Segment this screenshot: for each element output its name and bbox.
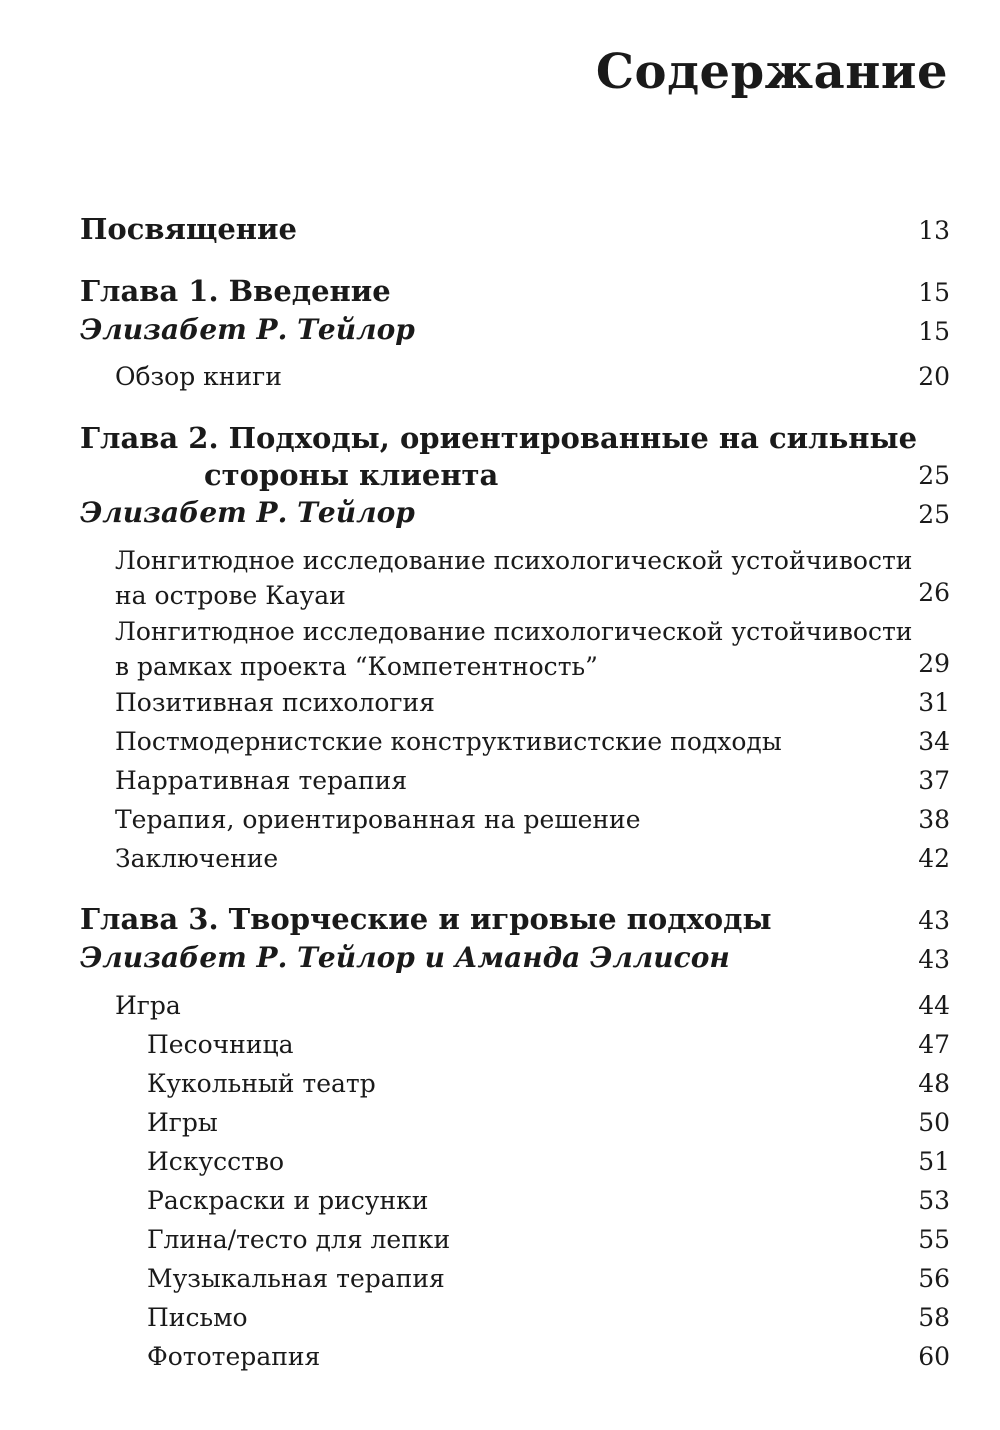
toc-entry-title: Игра bbox=[115, 991, 181, 1020]
toc-page-number: 15 bbox=[918, 278, 950, 307]
toc-page-number: 56 bbox=[918, 1264, 950, 1293]
toc-entry-title: Фототерапия bbox=[147, 1342, 321, 1371]
toc-entry-title: Посвящение bbox=[80, 212, 297, 246]
toc-entry-title: Глава 1. Введение bbox=[80, 274, 391, 308]
toc-page-number: 44 bbox=[918, 991, 950, 1020]
toc-page-number: 51 bbox=[918, 1147, 950, 1176]
toc-page-number: 47 bbox=[918, 1030, 950, 1059]
toc-page-number: 43 bbox=[918, 945, 950, 974]
toc-page-number: 29 bbox=[918, 649, 950, 678]
toc-page-number: 58 bbox=[918, 1303, 950, 1332]
toc-page-number: 15 bbox=[918, 317, 950, 346]
page-title: Содержание bbox=[595, 44, 948, 100]
toc-entry-title: Элизабет Р. Тейлор bbox=[80, 496, 415, 529]
toc-page-number: 34 bbox=[918, 727, 950, 756]
toc-entry-title bbox=[115, 543, 912, 613]
toc-entry-title: Искусство bbox=[147, 1147, 285, 1176]
toc-page-number: 48 bbox=[918, 1069, 950, 1098]
toc-page-number: 53 bbox=[918, 1186, 950, 1215]
toc-entry-title: Глина/тесто для лепки bbox=[147, 1225, 451, 1254]
toc-entry-title: Обзор книги bbox=[115, 362, 282, 391]
toc-entry-title-line-1: Лонгитюдное исследование психологической устойчивости bbox=[115, 617, 913, 646]
toc-entry-title: Письмо bbox=[147, 1303, 248, 1332]
toc-page-number: 31 bbox=[918, 688, 950, 717]
toc-page-number: 60 bbox=[918, 1342, 950, 1371]
toc-page-number: 42 bbox=[918, 844, 950, 873]
toc-page-number: 55 bbox=[918, 1225, 950, 1254]
toc-entry-title-line-1: Лонгитюдное исследование психологической устойчивости bbox=[115, 546, 913, 575]
toc-page-number: 38 bbox=[918, 805, 950, 834]
toc-entry-title: Элизабет Р. Тейлор и Аманда Эллисон bbox=[80, 941, 730, 974]
toc-entry-title: Раскраски и рисунки bbox=[147, 1186, 429, 1215]
toc-page-number: 13 bbox=[918, 216, 950, 245]
toc-entry-title: Позитивная психология bbox=[115, 688, 435, 717]
toc-entry-title: Игры bbox=[147, 1108, 218, 1137]
toc-entry-title-line-2: на острове Кауаи bbox=[115, 581, 346, 610]
toc-entry-title: Терапия, ориентированная на решение bbox=[115, 805, 641, 834]
toc-entry-title-line-2: стороны клиента bbox=[204, 458, 499, 492]
toc-entry-title bbox=[115, 614, 912, 684]
toc-page-number: 50 bbox=[918, 1108, 950, 1137]
toc-page-number: 26 bbox=[918, 578, 950, 607]
toc-page-number: 25 bbox=[918, 500, 950, 529]
toc-entry-title-line-1: Глава 2. Подходы, ориентированные на сильные bbox=[80, 421, 918, 455]
toc-entry-title: Заключение bbox=[115, 844, 279, 873]
toc-page-number: 37 bbox=[918, 766, 950, 795]
toc-entry-title-line-2: в рамках проекта “Компетентность” bbox=[115, 652, 598, 681]
toc-entry-title: Кукольный театр bbox=[147, 1069, 376, 1098]
toc-entry-title: Элизабет Р. Тейлор bbox=[80, 313, 415, 346]
toc-entry-title: Нарративная терапия bbox=[115, 766, 408, 795]
toc-page-number: 43 bbox=[918, 906, 950, 935]
toc-entry-title: Глава 3. Творческие и игровые подходы bbox=[80, 902, 772, 936]
toc-entry-title: Песочница bbox=[147, 1030, 294, 1059]
toc-page-number: 25 bbox=[918, 461, 950, 490]
toc-entry-title: Музыкальная терапия bbox=[147, 1264, 445, 1293]
toc-entry-title bbox=[80, 420, 917, 494]
toc-entry-title: Постмодернистские конструктивистские подходы bbox=[115, 727, 782, 756]
toc-page-number: 20 bbox=[918, 362, 950, 391]
